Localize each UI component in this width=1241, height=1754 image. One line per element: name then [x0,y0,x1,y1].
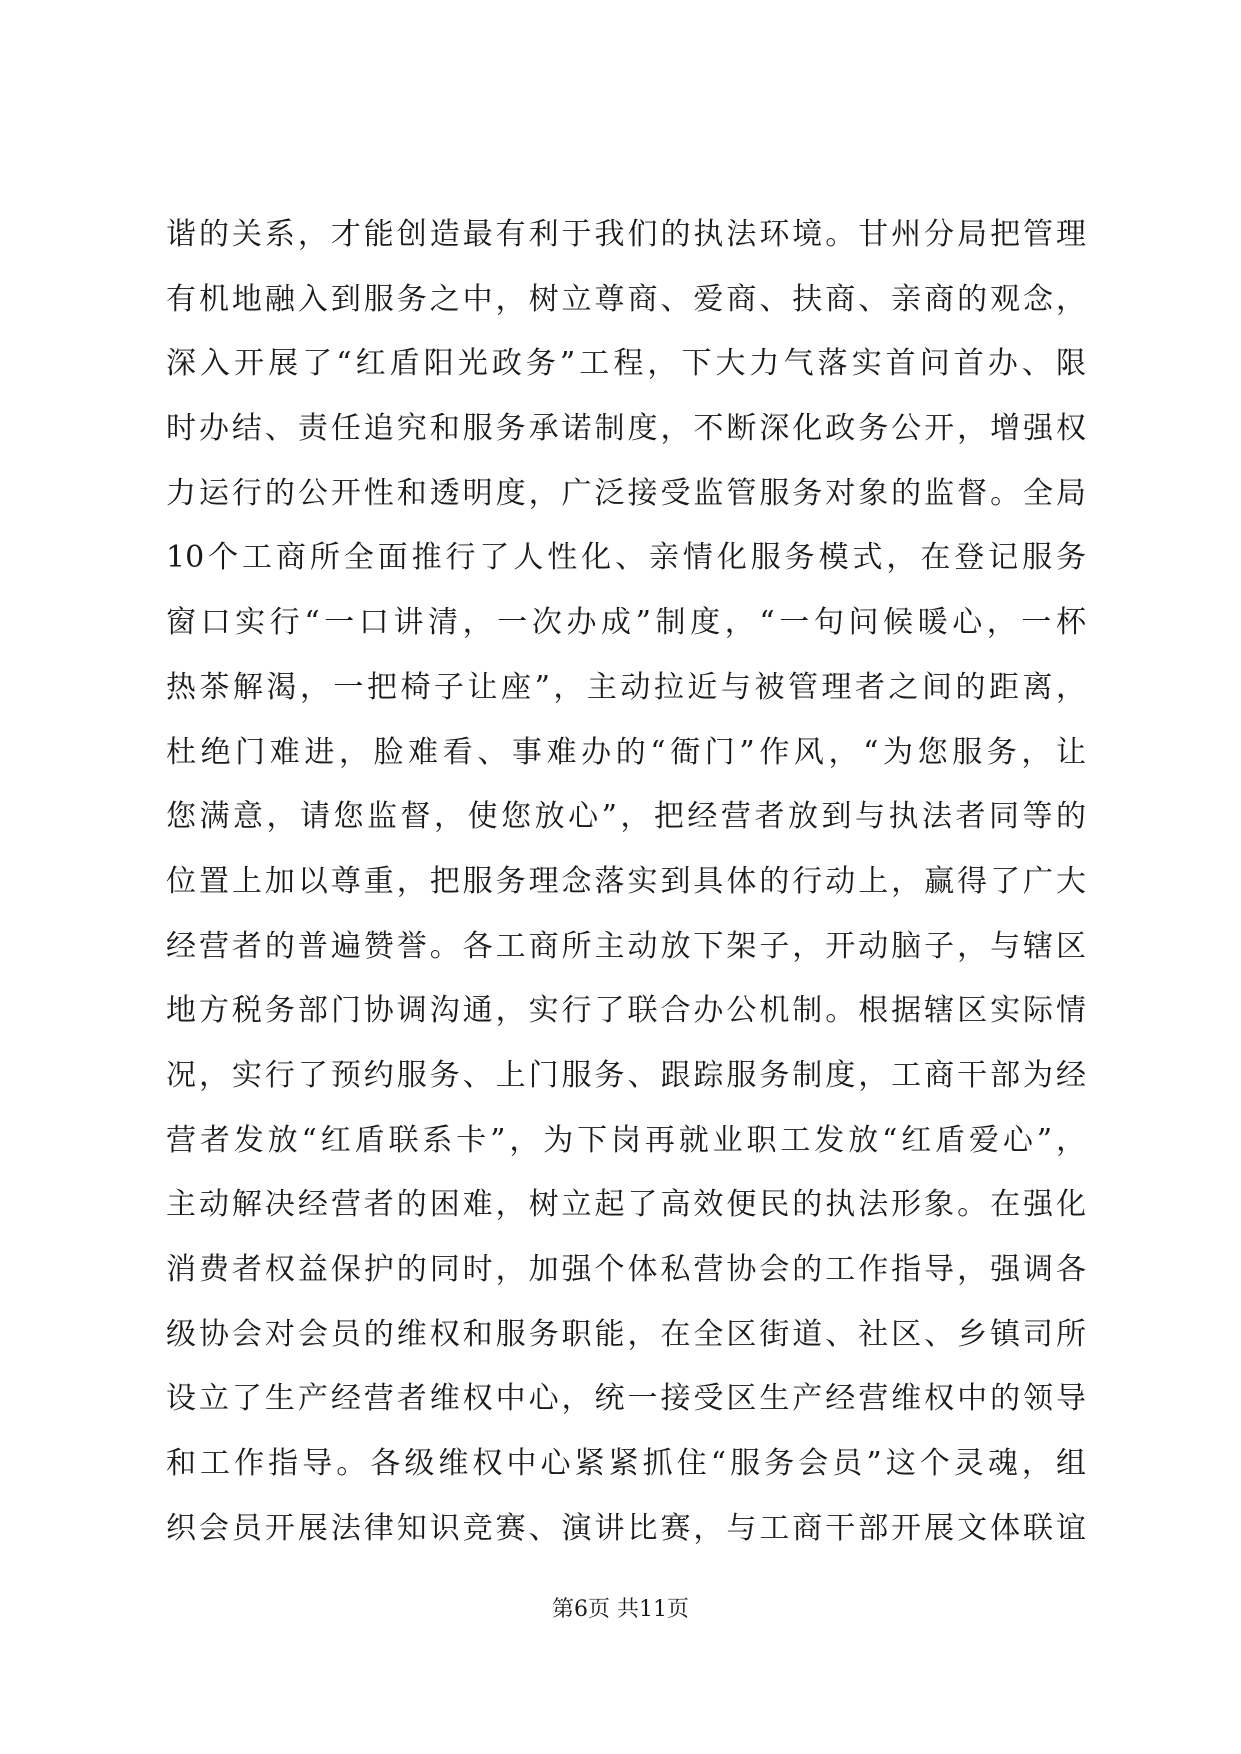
text-line: 主动解决经营者的困难，树立起了高效便民的执法形象。在强化 [166,1187,1086,1223]
text-line: 位置上加以尊重，把服务理念落实到具体的行动上，赢得了广大 [166,863,1086,899]
text-line: 设立了生产经营者维权中心，统一接受区生产经营维权中的领导 [166,1381,1086,1417]
text-line: 况，实行了预约服务、上门服务、跟踪服务制度，工商干部为经 [166,1057,1086,1093]
text-line: 有机地融入到服务之中，树立尊商、爱商、扶商、亲商的观念， [166,281,1086,317]
text-line: 级协会对会员的维权和服务职能，在全区街道、社区、乡镇司所 [166,1316,1086,1352]
text-line: 热茶解渴，一把椅子让座”，主动拉近与被管理者之间的距离， [166,669,1086,705]
text-line: 10个工商所全面推行了人性化、亲情化服务模式，在登记服务 [166,540,1086,576]
page-footer [0,1595,1241,1625]
text-line: 您满意，请您监督，使您放心”，把经营者放到与执法者同等的 [166,799,1086,835]
text-line: 消费者权益保护的同时，加强个体私营协会的工作指导，强调各 [166,1252,1086,1287]
page-number-label: 第6页 共11页 [552,1597,689,1622]
text-line: 力运行的公开性和透明度，广泛接受监管服务对象的监督。全局 [166,475,1086,511]
text-line: 窗口实行“一口讲清，一次办成”制度，“一句问候暖心，一杯 [166,605,1086,641]
text-line: 杜绝门难进，脸难看、事难办的“衙门”作风，“为您服务，让 [166,734,1086,770]
text-line: 谐的关系，才能创造最有利于我们的执法环境。甘州分局把管理 [166,217,1086,252]
text-line: 织会员开展法律知识竞赛、演讲比赛，与工商干部开展文体联谊 [166,1510,1086,1546]
text-line: 地方税务部门协调沟通，实行了联合办公机制。根据辖区实际情 [166,993,1086,1029]
text-line: 时办结、责任追究和服务承诺制度，不断深化政务公开，增强权 [166,411,1086,447]
text-line: 营者发放“红盾联系卡”，为下岗再就业职工发放“红盾爱心”， [166,1122,1086,1158]
body-text [166,203,1086,1561]
text-line: 和工作指导。各级维权中心紧紧抓住“服务会员”这个灵魂，组 [166,1446,1086,1482]
text-line: 经营者的普遍赞誉。各工商所主动放下架子，开动脑子，与辖区 [166,928,1086,964]
text-line: 深入开展了“红盾阳光政务”工程，下大力气落实首问首办、限 [166,346,1086,382]
